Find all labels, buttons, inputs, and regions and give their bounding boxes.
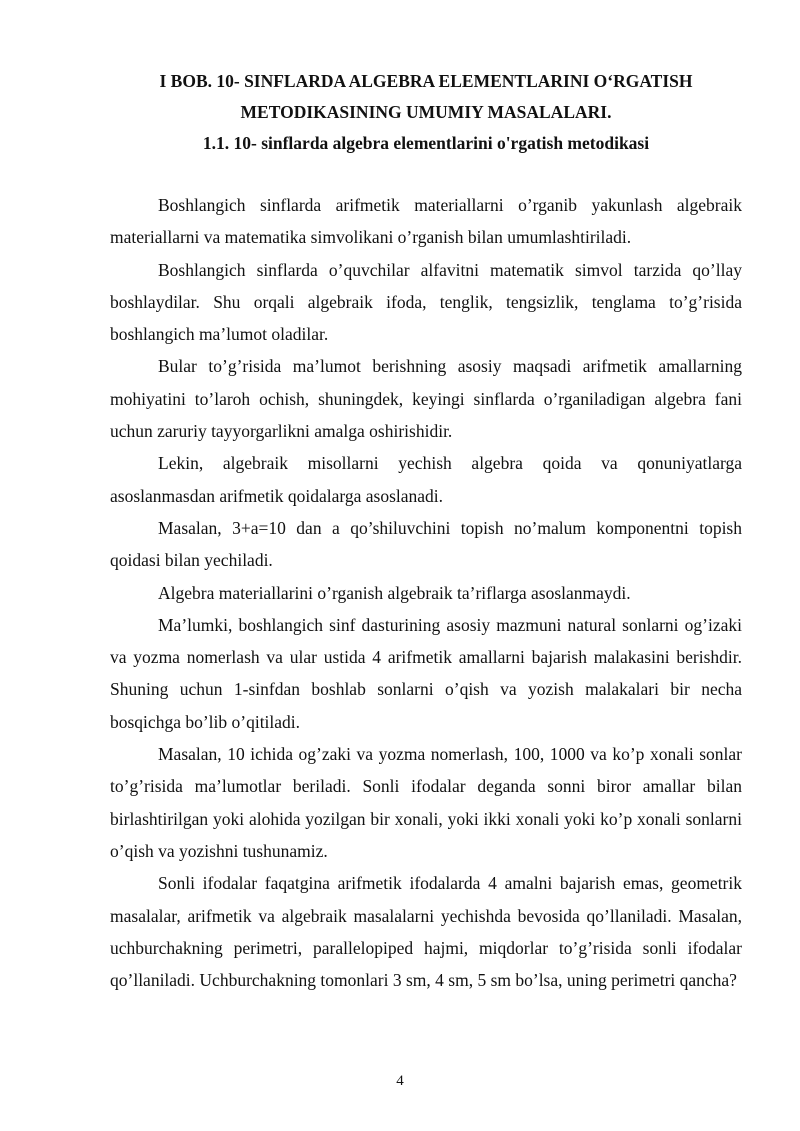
paragraph: Algebra materiallarini o’rganish algebraik ta’riflarga asoslanmaydi. bbox=[158, 582, 631, 603]
paragraph: Bular to’g’risida ma’lumot berishning asosiy maqsadi arifmetik amallarning mohiyatini to’laroh ochish, shuningdek, keyingi sinflarda o’rganiladigan algebra fani uchun zaruriy tayyorgarlikni amalga oshirishidir. bbox=[110, 356, 742, 442]
chapter-title-line-1: I BOB. 10- SINFLARDA ALGEBRA ELEMENTLARINI O‘RGATISH bbox=[159, 71, 693, 91]
document-body bbox=[110, 189, 742, 996]
paragraph: Ma’lumki, boshlangich sinf dasturining asosiy mazmuni natural sonlarni og’izaki va yozma nomerlash va ular ustida 4 arifmetik amallarni bajarish malakasini berishdir. Shuning uchun 1-sinfdan boshlab sonlarni o’qish va yozish malakalari bir necha bosqichga bo’lib o’qitiladi. bbox=[110, 614, 742, 732]
document-page bbox=[110, 66, 742, 996]
page-number: 4 bbox=[396, 1073, 404, 1089]
paragraph: Masalan, 3+a=10 dan a qo’shiluvchini topish no’malum komponentni topish qoidasi bilan yechiladi. bbox=[110, 517, 742, 571]
paragraph: Masalan, 10 ichida og’zaki va yozma nomerlash, 100, 1000 va ko’p xonali sonlar to’g’risida ma’lumotlar beriladi. Sonli ifodalar deganda sonni biror amallar bilan birlashtirilgan yoki alohida yozilgan bir xonali, yoki ikki xonali yoki ko’p xonali sonlarni o’qish va yozishni tushunamiz. bbox=[110, 744, 742, 861]
section-title: 1.1. 10- sinflarda algebra elementlarini o'rgatish metodikasi bbox=[202, 133, 650, 153]
paragraph: Boshlangich sinflarda o’quvchilar alfavitni matematik simvol tarzida qo’llay boshlaydilar. Shu orqali algebraik ifoda, tenglik, tengsizlik, tenglama to’g’risida boshlangich ma’lumot oladilar. bbox=[110, 259, 742, 345]
paragraph: Sonli ifodalar faqatgina arifmetik ifodalarda 4 amalni bajarish emas, geometrik masalalar, arifmetik va algebraik masalalarni yechishda bevosida qo’llaniladi. Masalan, uchburchakning perimetri, parallelopiped hajmi, miqdorlar to’g’risida sonli ifodalar qo’llaniladi. Uchburchakning tomonlari 3 sm, 4 sm, 5 sm bo’lsa, uning perimetri qancha? bbox=[110, 873, 742, 991]
paragraph: Lekin, algebraik misollarni yechish algebra qoida va qonuniyatlarga asoslanmasdan arifmetik qoidalarga asoslanadi. bbox=[110, 453, 742, 506]
paragraph: Boshlangich sinflarda arifmetik materiallarni o’rganib yakunlash algebraik materiallarni va matematika simvolikani o’rganish bilan umumlashtiriladi. bbox=[110, 195, 742, 248]
chapter-title-line-2: METODIKASINING UMUMIY MASALALARI. bbox=[240, 102, 612, 122]
